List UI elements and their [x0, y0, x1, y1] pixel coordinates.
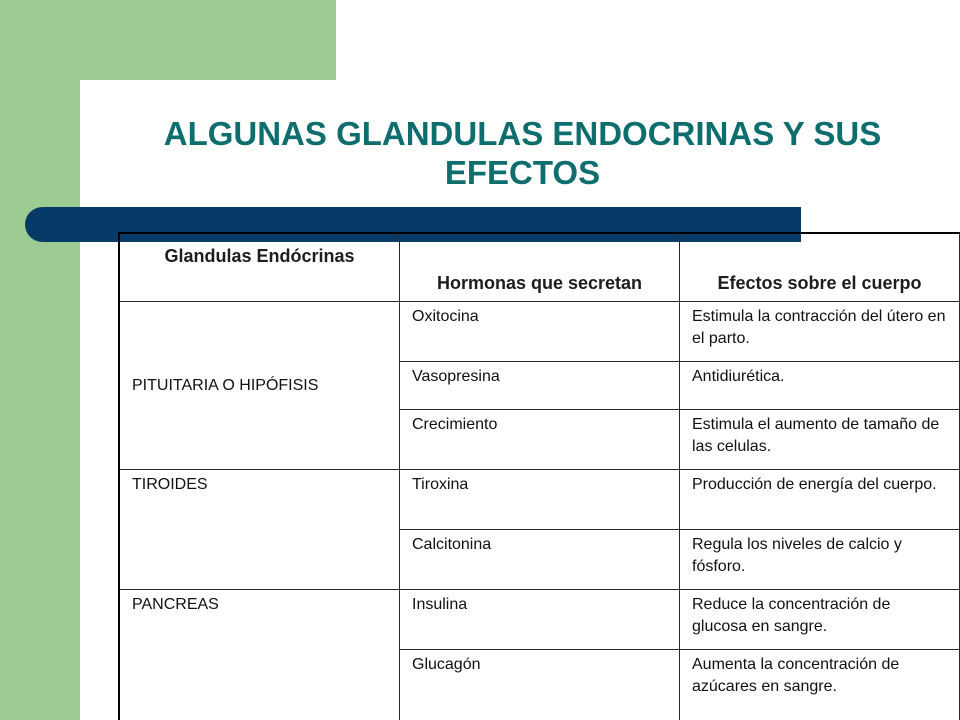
slide-title: ALGUNAS GLANDULAS ENDOCRINAS Y SUS EFECTOS: [163, 115, 882, 191]
effect-cell: Aumenta la concentración de azúcares en sangre.: [680, 650, 960, 720]
gland-cell-pituitaria: PITUITARIA O HIPÓFISIS: [120, 302, 400, 470]
glands-table: [118, 232, 960, 720]
effect-cell: Producción de energía del cuerpo.: [680, 470, 960, 530]
effect-cell: Estimula el aumento de tamaño de las celulas.: [680, 410, 960, 470]
top-accent-block: [80, 0, 336, 80]
hormone-cell: Insulina: [400, 590, 680, 650]
gland-cell-tiroides: TIROIDES: [120, 470, 400, 590]
header-hormones: Hormonas que secretan: [400, 234, 680, 302]
hormone-cell: Vasopresina: [400, 362, 680, 410]
hormone-cell: Crecimiento: [400, 410, 680, 470]
header-glands: Glandulas Endócrinas: [120, 234, 400, 302]
header-effects: Efectos sobre el cuerpo: [680, 234, 960, 302]
hormone-cell: Glucagón: [400, 650, 680, 720]
effect-cell: Antidiurética.: [680, 362, 960, 410]
effect-cell: Reduce la concentración de glucosa en sangre.: [680, 590, 960, 650]
hormone-cell: Oxitocina: [400, 302, 680, 362]
effect-cell: Regula los niveles de calcio y fósforo.: [680, 530, 960, 590]
hormone-cell: Tiroxina: [400, 470, 680, 530]
effect-cell: Estimula la contracción del útero en el parto.: [680, 302, 960, 362]
hormone-cell: Calcitonina: [400, 530, 680, 590]
gland-cell-pancreas: PANCREAS: [120, 590, 400, 720]
left-accent-bar: [0, 0, 80, 720]
